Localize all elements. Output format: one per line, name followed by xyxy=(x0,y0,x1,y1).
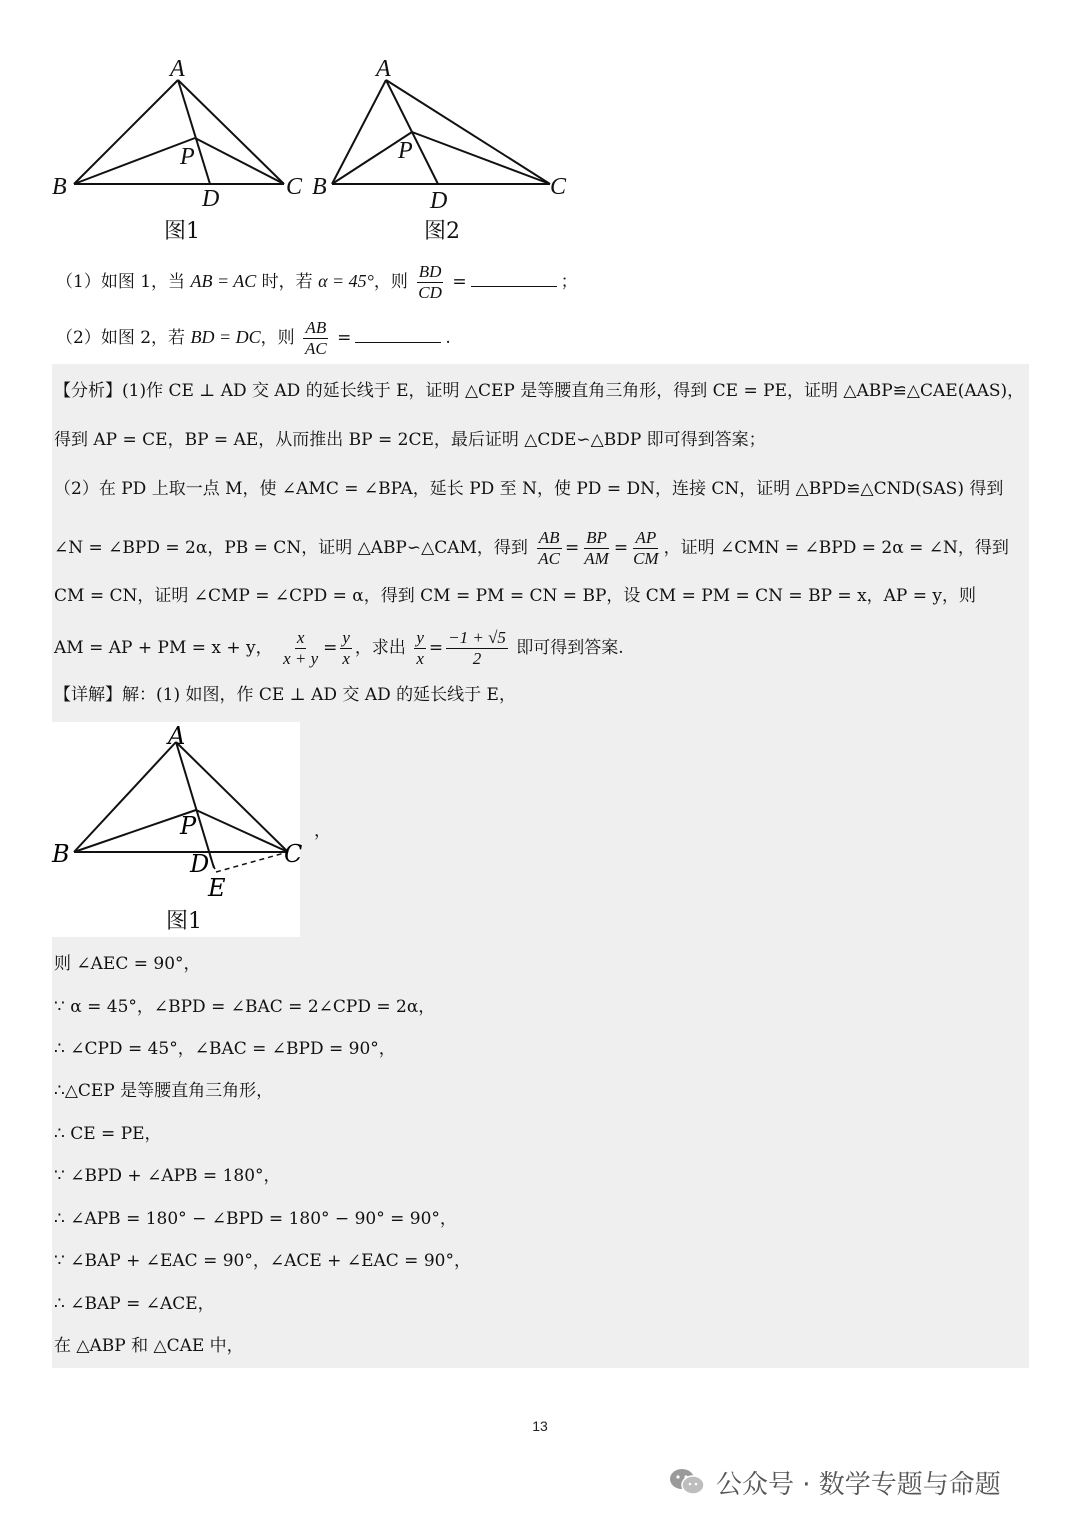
fig2-label-D: D xyxy=(430,188,448,214)
detail-step-1: 则 ∠AEC = 90°， xyxy=(54,954,201,974)
detail-label-E: E xyxy=(208,874,226,902)
detail-label-A: A xyxy=(168,722,186,750)
question-2: （2）如图 2，若 BD = DC，则 $\frac{AB}{AC}$ = . xyxy=(56,318,451,358)
fig1-caption: 图1 xyxy=(164,219,200,244)
detail-step-7: ∴ ∠APB = 180° − ∠BPD = 180° − 90° = 90°， xyxy=(54,1209,457,1229)
detail-label-P: P xyxy=(180,812,197,840)
detail-step-10: 在 △ABP 和 △CAE 中， xyxy=(54,1336,244,1356)
detail-fig-caption: 图1 xyxy=(166,909,202,934)
analysis-line-5: CM = CN，证明 ∠CMP = ∠CPD = α，得到 CM = PM = CN = BP，设 CM = PM = CN = BP = x，AP = y，则 xyxy=(54,586,977,606)
figure-2 xyxy=(310,52,580,212)
analysis-line-4: ∠N = ∠BPD = 2α，PB = CN，证明 △ABP∽△CAM，得到 $\frac{AB}{AC}$ = $\frac{BP}{AM}$ = $\frac{AP}{CM}$ ，证明 ∠CMN = ∠BPD = 2α = ∠N，得到 xyxy=(54,528,1009,568)
detail-step-2: ∵ α = 45°，∠BPD = ∠BAC = 2∠CPD = 2α， xyxy=(54,997,436,1017)
fig2-label-B: B xyxy=(312,174,327,200)
fig1-label-D: D xyxy=(202,186,220,212)
question-1: （1）如图 1，当 AB = AC 时，若 α = 45°，则 $\frac{BD}{CD}$ = ； xyxy=(56,262,578,302)
detail-label-C: C xyxy=(284,840,303,868)
analysis-line-3: （2）在 PD 上取一点 M，使 ∠AMC = ∠BPA，延长 PD 至 N，使 PD = DN，连接 CN，证明 △BPD≌△CND(SAS) 得到 xyxy=(54,479,1004,499)
watermark: 公众号 · 数学专题与命题 xyxy=(668,1462,1001,1502)
detail-step-4: ∴△CEP 是等腰直角三角形， xyxy=(54,1081,274,1101)
detail-line-1: 【详解】解：(1) 如图，作 CE ⊥ AD 交 AD 的延长线于 E， xyxy=(54,685,516,705)
page-number: 13 xyxy=(532,1418,548,1434)
wechat-icon xyxy=(668,1466,706,1498)
fig1-label-P: P xyxy=(180,144,195,170)
fig1-label-B: B xyxy=(52,174,67,200)
q1-fraction: $\frac{BD}{CD}$ xyxy=(418,262,442,302)
q2-answer-blank[interactable] xyxy=(355,328,441,343)
detail-label-D: D xyxy=(190,850,210,878)
detail-fig-comma: ， xyxy=(314,821,331,841)
detail-label-B: B xyxy=(52,840,70,868)
analysis-line-1: 【分析】(1)作 CE ⊥ AD 交 AD 的延长线于 E，证明 △CEP 是等腰直角三角形，得到 CE = PE，证明 △ABP≌△CAE(AAS)， xyxy=(54,381,1025,401)
q1-answer-blank[interactable] xyxy=(471,272,557,287)
analysis-line-2: 得到 AP = CE，BP = AE，从而推出 BP = 2CE，最后证明 △CDE∽△BDP 即可得到答案； xyxy=(54,430,766,450)
detail-step-6: ∵ ∠BPD + ∠APB = 180°， xyxy=(54,1166,281,1186)
detail-step-3: ∴ ∠CPD = 45°，∠BAC = ∠BPD = 90°， xyxy=(54,1039,396,1059)
figure-1 xyxy=(48,52,308,212)
detail-step-9: ∴ ∠BAP = ∠ACE， xyxy=(54,1294,215,1314)
fig2-label-C: C xyxy=(550,174,567,200)
fig1-label-A: A xyxy=(170,56,185,82)
fig2-label-A: A xyxy=(376,56,391,82)
analysis-line-6: AM = AP + PM = x + y， $\frac{x}{x + y}$ = $\frac{y}{x}$ ，求出 $\frac{y}{x}$ = $\frac{-1 + √5}{2}$ 即可得到答案. xyxy=(54,628,624,668)
fig1-label-C: C xyxy=(286,174,303,200)
fig2-label-P: P xyxy=(398,138,413,164)
q2-fraction: $\frac{AB}{AC}$ xyxy=(305,318,327,358)
detail-step-5: ∴ CE = PE， xyxy=(54,1124,162,1144)
detail-step-8: ∵ ∠BAP + ∠EAC = 90°，∠ACE + ∠EAC = 90°， xyxy=(54,1251,471,1271)
fig2-caption: 图2 xyxy=(424,219,460,244)
